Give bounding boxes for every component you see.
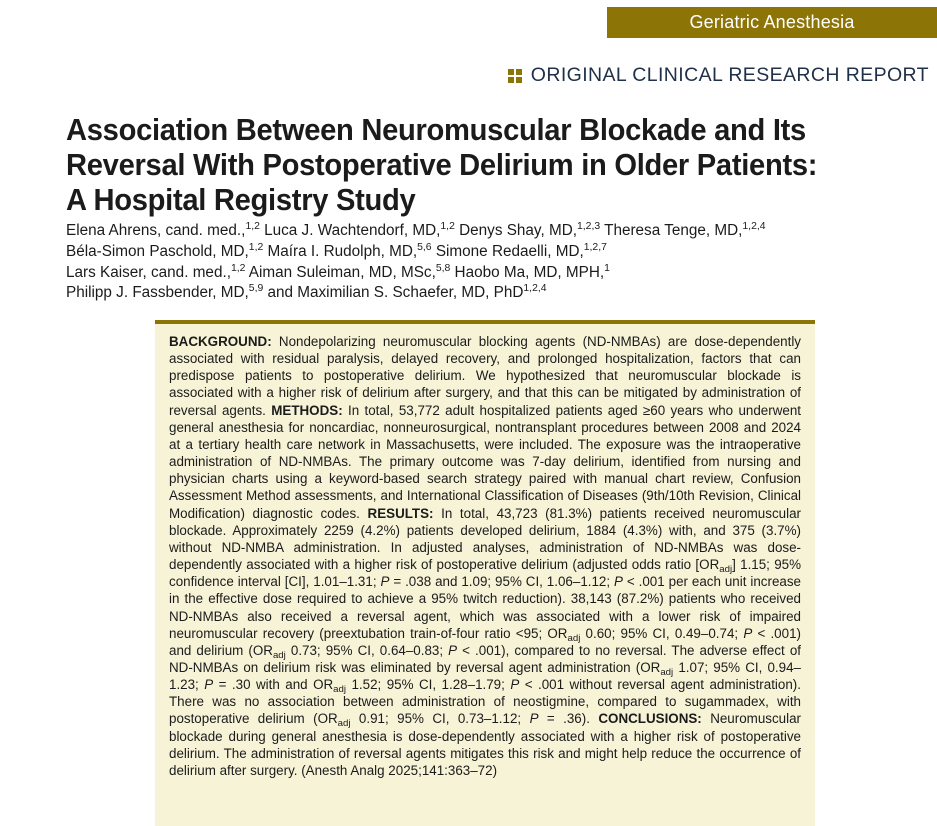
or-adj-subscript: adj bbox=[567, 632, 581, 644]
p-value-symbol: P bbox=[380, 574, 390, 590]
author-affiliation-marker: 1,2,4 bbox=[523, 283, 547, 295]
abstract-section-heading: METHODS: bbox=[271, 402, 343, 418]
p-value-symbol: P bbox=[743, 625, 753, 641]
page-title: Association Between Neuromuscular Blockade and Its Reversal With Postoperative Delirium in Older Patients: A Hospital Registry Study bbox=[66, 113, 818, 218]
or-adj-subscript: adj bbox=[660, 666, 674, 678]
author-affiliation-marker: 1,2 bbox=[245, 220, 260, 232]
author-affiliation-marker: 1,2 bbox=[248, 241, 264, 253]
abstract-section-body: Nondepolarizing neuromuscular blocking agents (ND-NMBAs) are dose-dependently associated with residual paralysis, delayed recovery, and prolonged hospitalization, factors that can predispose patients to postoperative delirium. We hypothesized that neuromuscular blockade is associated with a higher risk of delirium after surgery, and that this can be mitigated by administration of reversal agents. bbox=[169, 334, 801, 418]
abstract-text bbox=[169, 333, 801, 779]
author-affiliation-marker: 1,2,3 bbox=[577, 220, 601, 232]
abstract-section-heading: RESULTS: bbox=[367, 505, 434, 521]
or-adj-subscript: adj bbox=[272, 649, 286, 661]
author-affiliation-marker: 5,9 bbox=[248, 283, 264, 295]
author-affiliation-marker: 1,2 bbox=[440, 220, 455, 232]
p-value-symbol: P bbox=[529, 711, 539, 727]
journal-section-label: Geriatric Anesthesia bbox=[689, 12, 855, 32]
p-value-symbol: P bbox=[204, 677, 214, 693]
or-adj-subscript: adj bbox=[719, 564, 733, 576]
abstract-section-body: Neuromuscular blockade during general anesthesia is dose-dependently associated with a higher risk of postoperative delirium. The administration of reversal agents mitigates this risk and might help reduce the occurrence of delirium after surgery. (Anesth Analg 2025;141:363–72) bbox=[169, 711, 801, 778]
abstract-body bbox=[169, 333, 801, 779]
author-affiliation-marker: 1,2 bbox=[230, 262, 246, 274]
author-affiliation-marker: 5,8 bbox=[435, 262, 451, 274]
abstract-section-body: In total, 53,772 adult hospitalized patients aged ≥60 years who underwent general anesthesia for noncardiac, nonneurosurgical, nontransplant procedures between 2008 and 2024 at a tertiary health care network in Massachusetts, were included. The exposure was the intraoperative administration of ND-NMBAs. The primary outcome was 7-day delirium, identified from nursing and physician charts using a keyword-based search strategy paired with manual chart review, Confusion Assessment Method assessments, and International Classification of Diseases (9th/10th Revision, Clinical Modification) diagnostic codes. bbox=[169, 402, 801, 521]
author-affiliation-marker: 1,2,7 bbox=[583, 241, 607, 253]
or-adj-subscript: adj bbox=[337, 718, 351, 730]
p-value-symbol: P bbox=[448, 642, 458, 658]
or-adj-subscript: adj bbox=[333, 684, 347, 696]
author-affiliation-marker: 1,2,4 bbox=[742, 220, 766, 232]
author-line: Lars Kaiser, cand. med.,$^{1,2}$ Aiman Suleiman, MD, MSc,$^{5,8}$ Haobo Ma, MD, MPH,$^1$ bbox=[66, 262, 610, 281]
author-affiliation-marker: 5,6 bbox=[417, 241, 432, 253]
article-type-line bbox=[508, 64, 929, 87]
abstract-section-heading: CONCLUSIONS: bbox=[598, 711, 702, 727]
journal-section-banner bbox=[607, 7, 937, 38]
article-type-label: ORIGINAL CLINICAL RESEARCH REPORT bbox=[530, 64, 929, 86]
p-value-symbol: P bbox=[510, 677, 520, 693]
abstract-box bbox=[155, 320, 815, 826]
p-value-symbol: P bbox=[614, 574, 623, 590]
author-line: Béla-Simon Paschold, MD,$^{1,2}$ Maíra I. Rudolph, MD,$^{5,6}$ Simone Redaelli, MD,$^{1,2,7}$ bbox=[66, 241, 607, 260]
abstract-section-heading: BACKGROUND: bbox=[169, 334, 272, 349]
author-affiliation-marker: 1 bbox=[604, 262, 610, 274]
author-list bbox=[66, 221, 926, 304]
abstract-section-body: In total, 43,723 (81.3%) patients received neuromuscular blockade. Approximately 2259 (4.2%) patients developed delirium, 1884 (4.3%) with, and 375 (3.7%) without ND-NMBA administration. In adjusted analyses, administration of ND-NMBAs was dose-dependently associated with a higher risk of postoperative delirium (adjusted odds ratio $[OR_{adj}]$ 1.15; 95% confidence interval [CI], 1.01–1.31; P = .038 and 1.09; 95% CI, 1.06–1.12; P < .001 per each unit increase in the effective dose required to achieve a 95% twitch reduction). 38,143 (87.2%) patients who received ND-NMBAs also received a reversal agent, which was associated with a lower risk of impaired neuromuscular recovery (preextubation train-of-four ratio <95; $OR_{adj}$ 0.60; 95% CI, 0.49–0.74; P < .001) and delirium ($OR_{adj}$ 0.73; 95% CI, 0.64–0.83; P < .001), compared to no reversal. The adverse effect of ND-NMBAs on delirium risk was eliminated by reversal agent administration ($OR_{adj}$ 1.07; 95% CI, 0.94–1.23; P = .30 with and $OR_{adj}$ 1.52; 95% CI, 1.28–1.79; P < .001 without reversal agent administration). There was no association between administration of neostigmine, compared to sugammadex, with postoperative delirium ($OR_{adj}$ 0.91; 95% CI, 0.73–1.12; P = .36). bbox=[169, 505, 801, 730]
author-line: Elena Ahrens, cand. med.,$^{1,2}$ Luca J. Wachtendorf, MD,$^{1,2}$ Denys Shay, MD,$^{1,2,3}$ Theresa Tenge, MD,$^{1,2,4}$ bbox=[66, 220, 766, 239]
author-line: Philipp J. Fassbender, MD,$^{5,9}$ and Maximilian S. Schaefer, MD, PhD$^{1,2,4}$ bbox=[66, 283, 547, 302]
grid-2x2-icon bbox=[508, 69, 522, 83]
